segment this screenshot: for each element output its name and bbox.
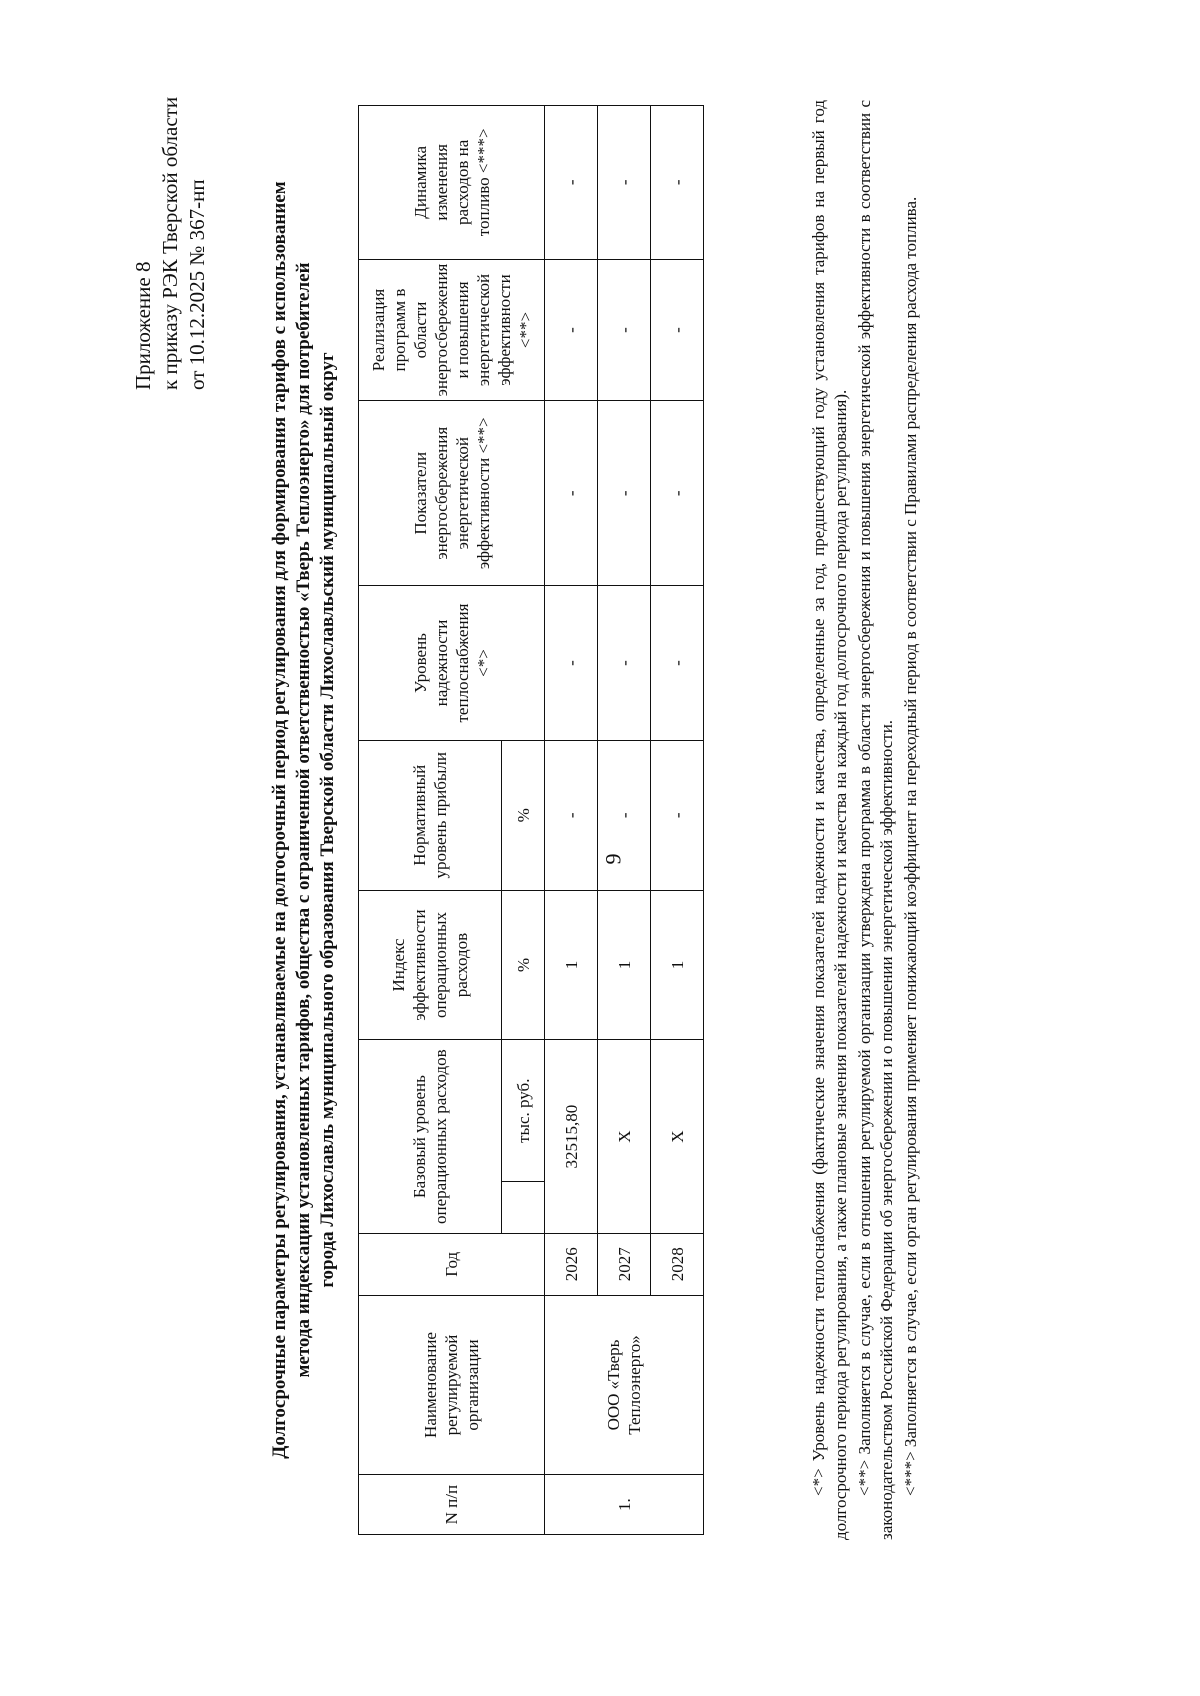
cell-base: X [598,1040,651,1233]
footnotes [808,100,924,1540]
cell-programs: - [545,259,598,401]
header-year: Год [359,1233,545,1295]
cell-year: 2027 [598,1233,651,1295]
annex-line-2: к приказу РЭК Тверской области [158,96,182,390]
cell-fuel: - [651,106,704,260]
cell-index: 1 [598,890,651,1040]
rotated-page-content [118,50,1038,1570]
footnote-fuel: <***> Заполняется в случае, если орган регулирования применяет понижающий коэффициент на переходный период в соответствии с Правилами распределения расхода топлива. [901,196,920,1496]
row-org-name: ООО «Тверь Теплоэнерго» [545,1295,704,1475]
cell-programs: - [598,259,651,401]
cell-profit: - [651,740,704,890]
cell-energy: - [598,401,651,586]
title-line-2: метода индексации установленных тарифов, общества с ограниченной ответственностью «Тверь Теплоэнерго» для потребителей [293,262,314,1378]
cell-reliability: - [651,586,704,741]
header-base-level: Базовый уровень операционных расходов [359,1040,502,1233]
cell-fuel: - [545,106,598,260]
row-num: 1. [545,1475,704,1535]
cell-profit: - [598,740,651,890]
cell-year: 2026 [545,1233,598,1295]
header-org: Наименование регулируемой организации [359,1295,545,1475]
header-efficiency-index: Индекс эффективности операционных расходов [359,890,502,1040]
cell-year: 2028 [651,1233,704,1295]
header-fuel-dynamics: Динамика изменения расходов на топливо <***> [359,106,545,260]
cell-reliability: - [598,586,651,741]
cell-programs: - [651,259,704,401]
cell-base: X [651,1040,704,1233]
units-index: % [502,890,545,1040]
cell-index: 1 [545,890,598,1040]
cell-index: 1 [651,890,704,1040]
parameters-table [358,105,704,1535]
title-line-3: города Лихославль муниципального образования Тверской области Лихославльский муниципальный округ [317,352,338,1288]
header-programs: Реализация программ в области энергосбережения и повышения энергетической эффективности <**> [359,259,545,401]
footnote-energy-saving: <**> Заполняется в случае, если в отношении регулируемой организации утверждена программа в области энергосбережения и повышения энергетической эффективности в соответствии с законодательством Российской Федерации об энергосбережении и о повышении энергетической эффективности. [855,100,896,1540]
units-base: тыс. руб. [502,1040,545,1182]
cell-energy: - [651,401,704,586]
table-header-row [359,106,502,1535]
annex-line-1: Приложение 8 [131,261,155,390]
title-line-1: Долгосрочные параметры регулирования, устанавливаемые на долгосрочный период регулирования для формирования тарифов с использованием [269,181,290,1459]
annex-header [130,0,211,390]
cell-base: 32515,80 [545,1040,598,1233]
cell-fuel: - [598,106,651,260]
cell-energy: - [545,401,598,586]
footnote-reliability: <*> Уровень надежности теплоснабжения (фактические значения показателей надежности и качества, определенные за год, предшествующий году установления тарифов на первый год долгосрочного периода регулирования, а также плановые значения показателей надежности и качества на каждый год долгосрочного периода регулирования). [809,100,850,1540]
header-num: N п/п [359,1475,545,1535]
header-energy-saving: Показатели энергосбережения энергетической эффективности <**> [359,401,545,586]
units-spacer [502,1182,545,1234]
document-title [268,80,340,1560]
cell-reliability: - [545,586,598,741]
annex-line-3: от 10.12.2025 № 367-нп [185,179,209,390]
header-reliability: Уровень надежности теплоснабжения <*> [359,586,545,741]
units-profit: % [502,740,545,890]
header-profit-level: Нормативный уровень прибыли [359,740,502,890]
cell-profit: - [545,740,598,890]
table-row [545,106,598,1535]
page-number: 9 [600,853,626,865]
